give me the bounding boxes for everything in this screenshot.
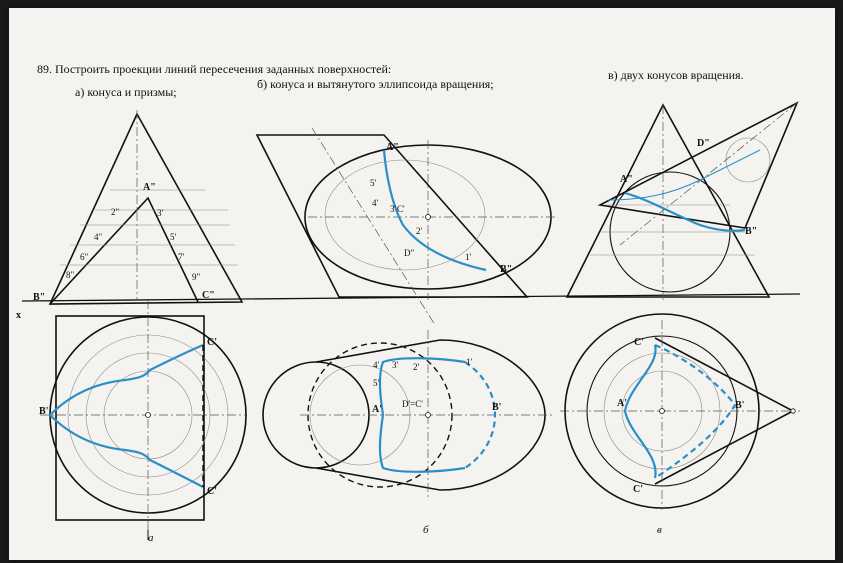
label-a-6: 6" xyxy=(80,252,89,262)
fig-b-front xyxy=(257,128,555,325)
intersection-a-lower xyxy=(50,415,203,487)
subtitle-b: б) конуса и вытянутого эллипсоида вращения; xyxy=(257,77,494,91)
fig-a-front xyxy=(33,110,242,304)
label-b-3: 3' xyxy=(390,204,397,214)
label-a-B-top: B' xyxy=(39,406,49,417)
label-v-B-front: B" xyxy=(745,226,758,237)
label-b-4: 4' xyxy=(372,198,379,208)
label-a-5: 5' xyxy=(170,232,177,242)
caption-b: б xyxy=(423,524,429,536)
label-a-C-top-lower: C' xyxy=(207,486,217,497)
subtitle-a: а) конуса и призмы; xyxy=(75,85,177,99)
label-v-A-front: A" xyxy=(620,174,633,185)
label-a-apex: A" xyxy=(143,182,156,193)
label-b-B-front: B" xyxy=(500,264,513,275)
label-b-1: 1' xyxy=(465,252,472,262)
label-a-8: 8" xyxy=(66,270,75,280)
intersection-a-upper xyxy=(50,345,203,415)
intersection-v-top-right xyxy=(655,345,735,478)
label-a-9: 9" xyxy=(192,272,201,282)
label-b-2: 2' xyxy=(416,226,423,236)
label-a-7: 7' xyxy=(178,252,185,262)
label-b-5t: 5' xyxy=(373,378,380,388)
label-a-2: 2" xyxy=(111,207,120,217)
prism-a-front xyxy=(50,198,198,304)
problem-title: 89. Построить проекции линий пересечения заданных поверхностей: xyxy=(37,62,392,76)
fig-v-front xyxy=(567,103,797,300)
label-b-1t: 1' xyxy=(466,357,473,367)
subtitle-v: в) двух конусов вращения. xyxy=(608,68,744,82)
label-b-D: D" xyxy=(404,248,415,258)
fig-v-top xyxy=(560,314,800,510)
intersection-v-top-left xyxy=(625,345,656,478)
cone-a-front xyxy=(50,114,242,304)
label-v-C-top-upper: C' xyxy=(634,337,644,348)
caption-v: в xyxy=(657,524,662,536)
label-a-B-front: B" xyxy=(33,292,46,303)
label-b-A-front: A" xyxy=(386,142,399,153)
fig-b-top xyxy=(263,330,555,500)
fig-a-top xyxy=(39,300,246,540)
cone-b-front xyxy=(257,135,527,297)
caption-a: а xyxy=(148,532,154,544)
label-b-2t: 2' xyxy=(413,362,420,372)
label-b-5: 5' xyxy=(370,178,377,188)
label-b-C: C' xyxy=(397,204,405,214)
cone-v2-front xyxy=(600,103,797,228)
label-v-A-top: A' xyxy=(617,398,627,409)
label-a-C-front: C" xyxy=(202,290,215,301)
label-b-A-top: A' xyxy=(372,404,382,415)
label-a-C-top-upper: C' xyxy=(207,337,217,348)
label-b-3t: 3' xyxy=(392,360,399,370)
label-b-B-top: B' xyxy=(492,402,502,413)
label-v-D-front: D" xyxy=(697,138,710,149)
label-v-B-top: B' xyxy=(735,400,745,411)
label-a-4: 4" xyxy=(94,232,103,242)
label-a-3: 3' xyxy=(157,208,164,218)
intersection-b-top-lower xyxy=(380,415,465,472)
label-v-C-top-lower: C' xyxy=(633,484,643,495)
axis-label-x: x xyxy=(16,310,21,321)
label-b-Dt: D'=C' xyxy=(402,399,423,409)
label-b-4t: 4' xyxy=(373,360,380,370)
